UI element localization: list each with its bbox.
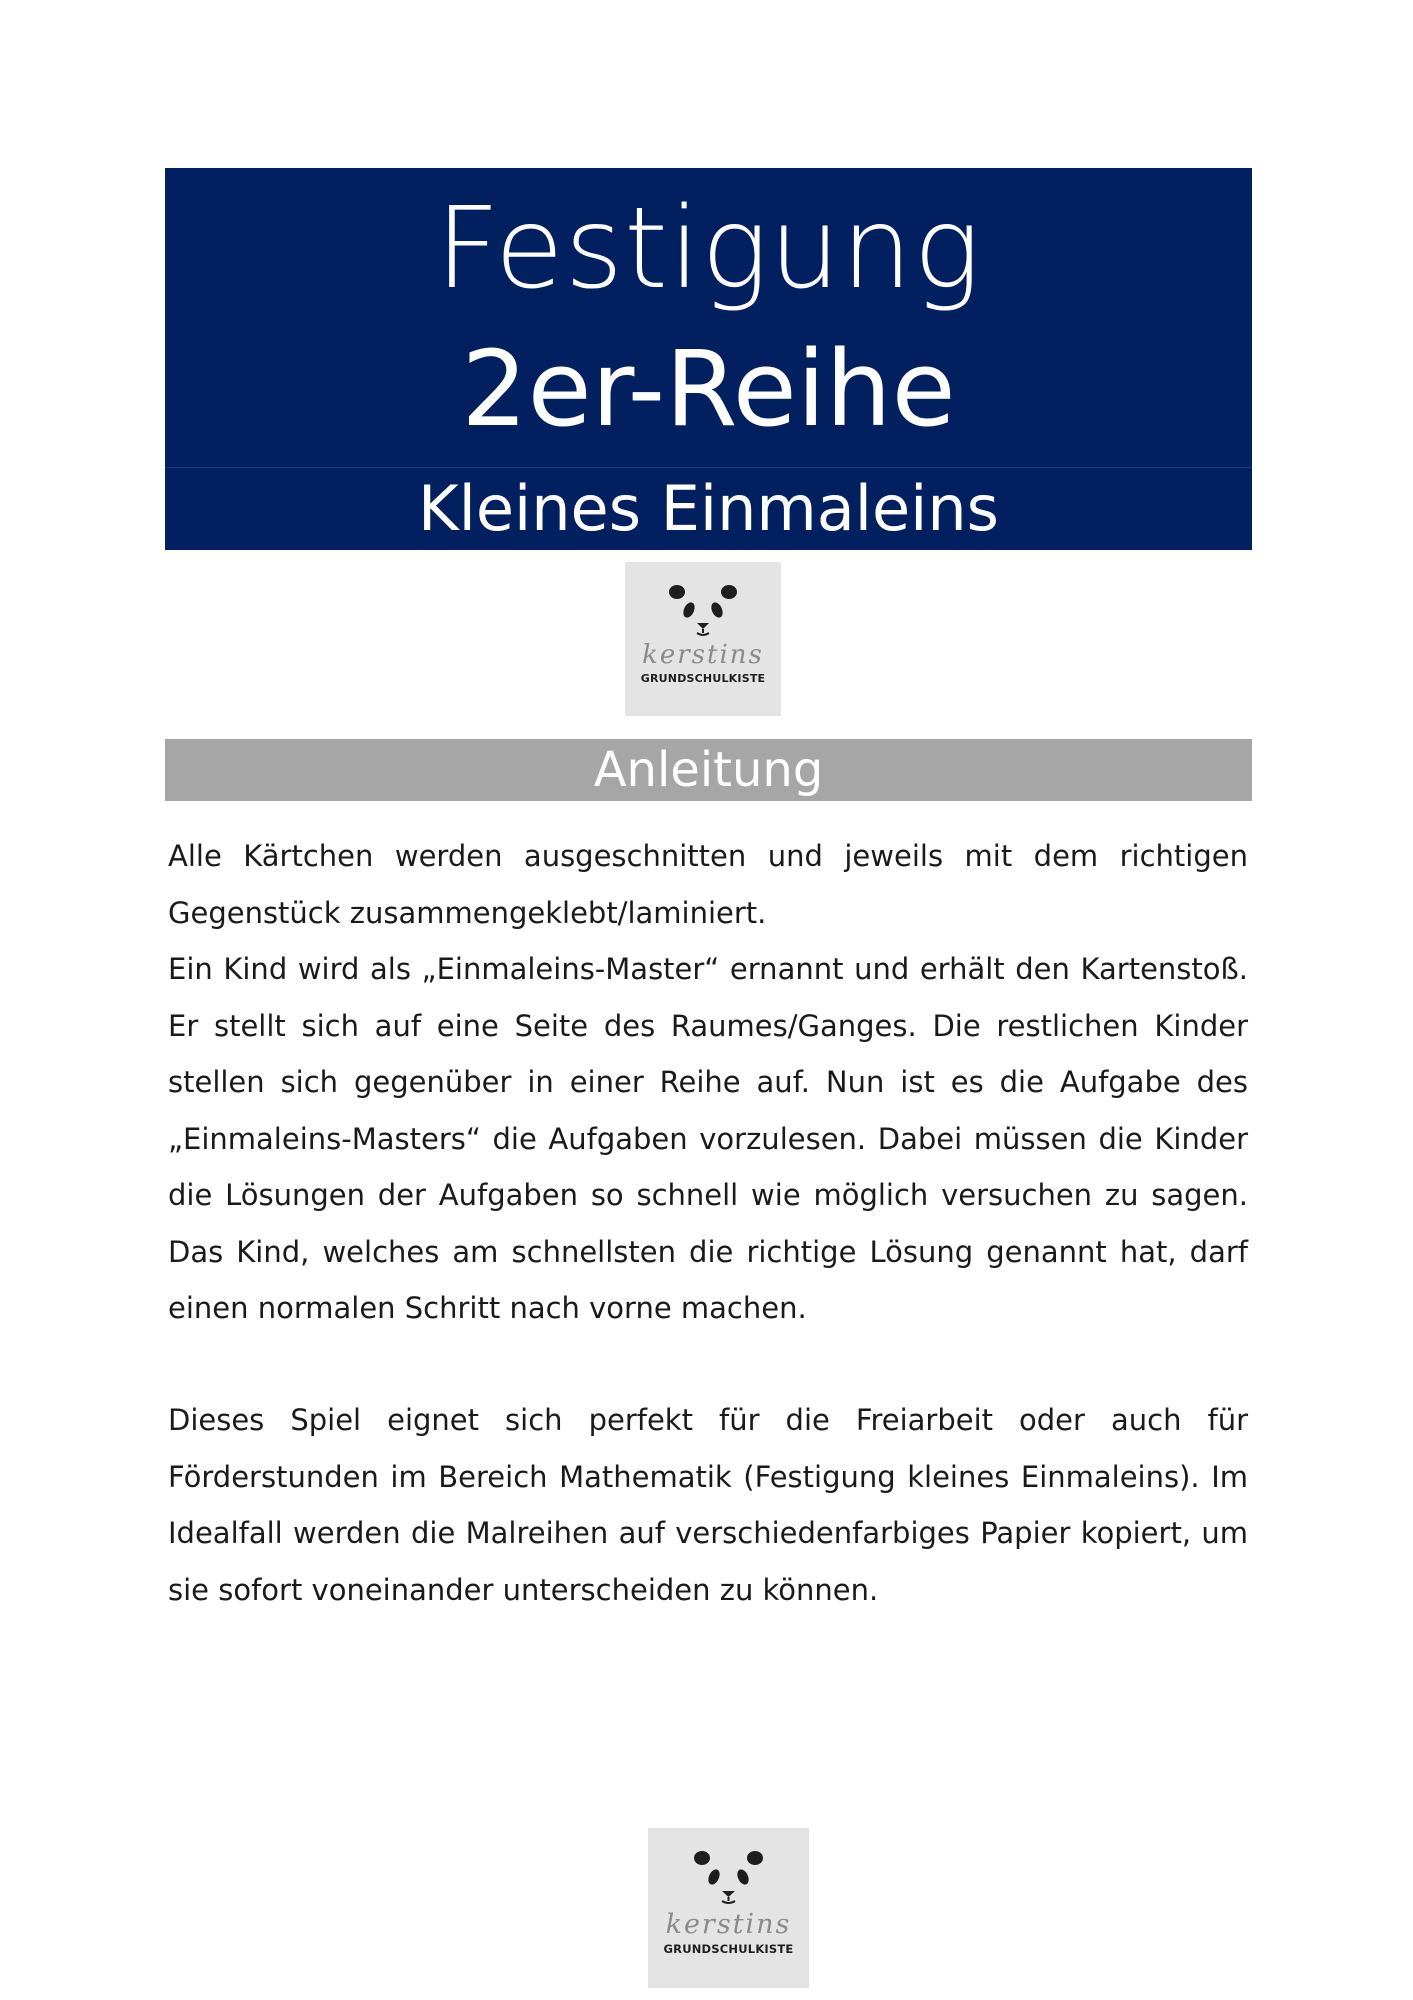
logo-bottom — [648, 1828, 809, 1988]
instructions-text — [168, 828, 1248, 1337]
logo-brand-text: GRUNDSCHULKISTE — [663, 1942, 794, 1956]
logo-script-text: kerstins — [642, 640, 764, 670]
title-subtitle: Kleines Einmaleins — [418, 472, 999, 545]
panda-icon — [648, 1828, 809, 1988]
panda-icon — [625, 562, 781, 716]
logo-script-text: kerstins — [665, 1909, 792, 1940]
paragraph-rules: Ein Kind wird als „Einmaleins-Master“ ernannt und erhält den Kartenstoß. Er stellt sich auf eine Seite des Raumes/Ganges. Die restlichen Kinder stellen sich gegenüber in einer Reihe auf. Nun ist es die Aufgabe des „Einmaleins-Masters“ die Aufgaben vorzulesen. Dabei müssen die Kinder die Lösungen der Aufgaben so schnell wie möglich versuchen zu sagen. Das Kind, welches am schnellsten die richtige Lösung genannt hat, darf einen normalen Schritt nach vorne machen. — [168, 952, 1248, 1325]
title-banner — [165, 168, 1252, 550]
paragraph-intro: Alle Kärtchen werden ausgeschnitten und jeweils mit dem richtigen Gegenstück zusammengeklebt/laminiert. — [168, 839, 1248, 930]
logo-brand-text: GRUNDSCHULKISTE — [640, 672, 766, 685]
title-main: Festigung — [435, 184, 982, 314]
title-subject: 2er-Reihe — [461, 328, 956, 450]
section-heading: Anleitung — [165, 739, 1252, 801]
usage-text — [168, 1392, 1248, 1618]
paragraph-usage: Dieses Spiel eignet sich perfekt für die Freiarbeit oder auch für Förderstunden im Bereich Mathematik (Festigung kleines Einmaleins). Im Idealfall werden die Malreihen auf verschiedenfarbiges Papier kopiert, um sie sofort voneinander unterscheiden zu können. — [168, 1403, 1248, 1607]
logo-top — [625, 562, 781, 716]
